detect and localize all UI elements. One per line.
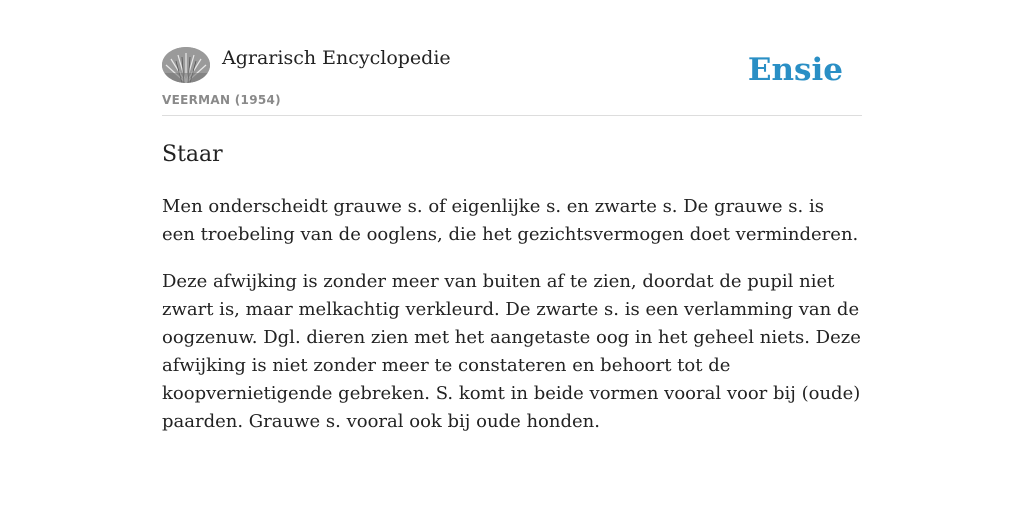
wheat-engraving-icon[interactable]: [162, 47, 210, 83]
entry-title: Staar: [162, 142, 223, 167]
site-title[interactable]: Agrarisch Encyclopedie: [222, 47, 451, 69]
edition-label: VEERMAN (1954): [162, 93, 281, 107]
entry-paragraph: Deze afwijking is zonder meer van buiten af te zien, doordat de pupil niet zwart is, maar melkachtig verkleurd. De zwarte s. is een verlamming van de oogzenuw. Dgl. dieren zien met het aangetaste oog in het geheel niets. Deze afwijking is niet zonder meer te constateren en behoort tot de koopvernietigende gebreken. S. komt in beide vormen vooral voor bij (oude) paarden. Grauwe s. vooral ook bij oude honden.: [162, 271, 861, 432]
entry-paragraph: Men onderscheidt grauwe s. of eigenlijke s. en zwarte s. De grauwe s. is een troebeling van de ooglens, die het gezichtsvermogen doet verminderen.: [162, 196, 859, 245]
page-container: [162, 40, 862, 436]
ensie-brand-link[interactable]: Ensie: [747, 52, 843, 88]
page-header: [162, 40, 862, 116]
